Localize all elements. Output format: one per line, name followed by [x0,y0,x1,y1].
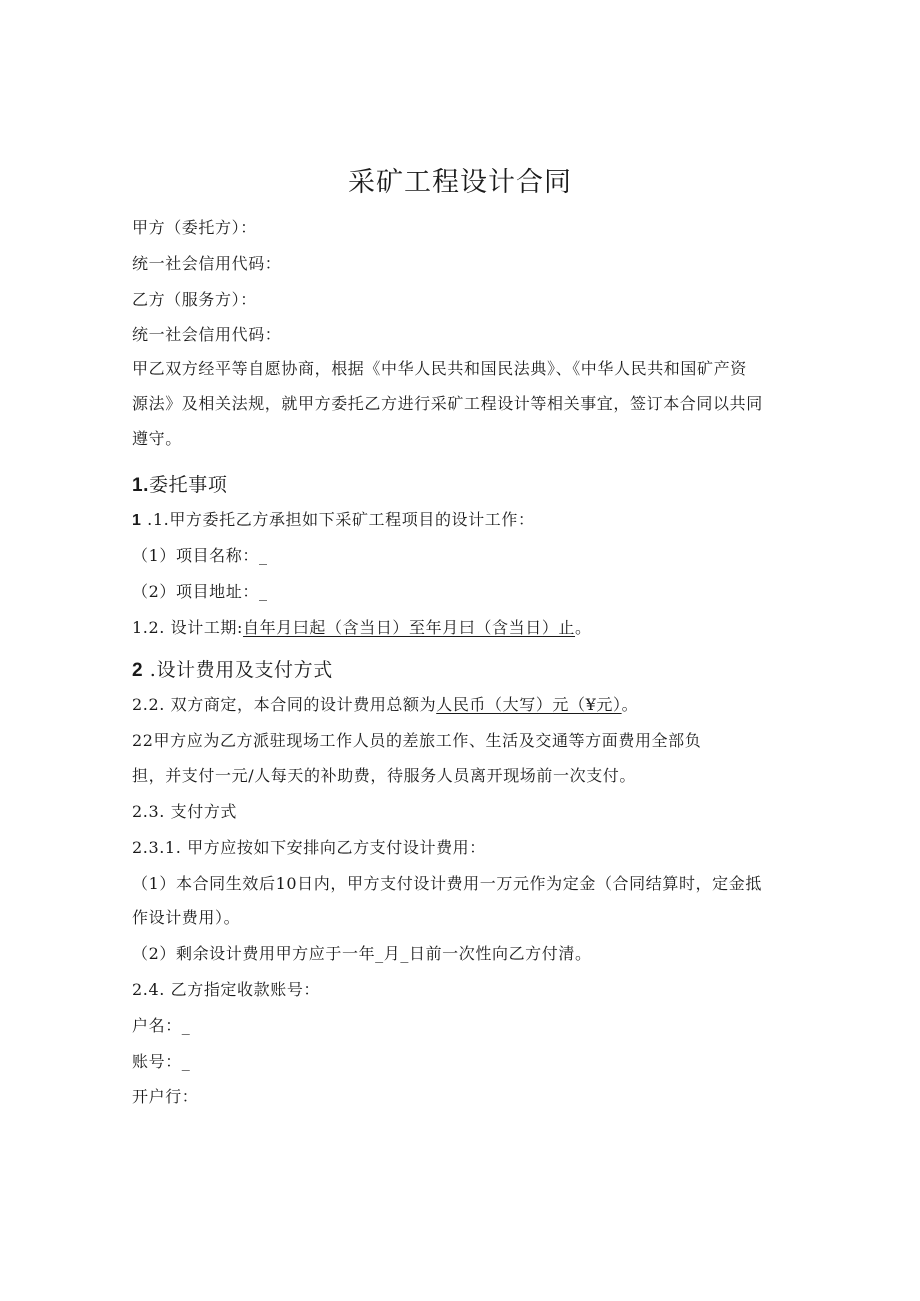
bank-field: 开户行： [132,1087,199,1106]
party-b-label: 乙方（服务方）： [132,290,257,309]
item-22-line-2: 担，并支付一元/人每天的补助费，待服务人员离开现场前一次支付。 [132,766,636,785]
item-1-2-suffix: 。 [575,618,592,637]
section-1-heading [132,471,227,500]
item-1-1-number: 1 [132,512,142,529]
item-1-2 [132,616,592,640]
account-name-field: 户名：_ [132,1016,191,1035]
item-2-3-1: 2.3.1. 甲方应按如下安排向乙方支付设计费用： [132,838,486,857]
payment-1-line-2: 作设计费用）。 [132,908,241,927]
credit-code-a-label: 统一社会信用代码： [132,254,282,273]
section-2-title: .设计费用及支付方式 [143,659,333,681]
preamble-line-2: 源法》及相关法规，就甲方委托乙方进行采矿工程设计等相关事宜，签订本合同以共同 [132,394,763,413]
document-title: 采矿工程设计合同 [348,167,572,198]
account-number-field: 账号：_ [132,1052,191,1071]
section-2-heading [132,656,333,685]
payment-2: （2）剩余设计费用甲方应于一年_月_日前一次性向乙方付清。 [132,944,592,963]
credit-code-b-label: 统一社会信用代码： [132,325,282,344]
item-1-1 [132,508,535,533]
project-name-field: （1）项目名称：_ [132,546,268,565]
item-2-3: 2.3. 支付方式 [132,802,238,821]
item-1-2-prefix: 1.2. 设计工期: [132,618,244,637]
project-address-field: （2）项目地址：_ [132,582,268,601]
item-2-2-amount: 人民币（大写）元（¥元） [436,695,622,714]
section-2-number: 2 [132,660,144,681]
section-1-title: 委托事项 [149,474,228,496]
party-a-label: 甲方（委托方）： [132,218,257,237]
item-2-2 [132,693,638,717]
item-2-2-prefix: 2.2. 双方商定，本合同的设计费用总额为 [132,695,437,714]
item-1-2-duration: 自年月曰起（含当日）至年月曰（含当日）止 [243,618,576,637]
section-1-number: 1. [132,475,150,496]
item-22-line-1: 22甲方应为乙方派驻现场工作人员的差旅工作、生活及交通等方面费用全部负 [132,731,702,750]
item-2-2-suffix: 。 [621,695,639,714]
preamble-line-1: 甲乙双方经平等自愿协商，根据《中华人民共和国民法典》、《中华人民共和国矿产资 [132,359,747,378]
item-1-1-text: .1.甲方委托乙方承担如下采矿工程项目的设计工作： [141,510,535,529]
item-2-4: 2.4. 乙方指定收款账号： [132,980,321,999]
preamble-line-3: 遵守。 [132,429,182,448]
payment-1-line-1: （1）本合同生效后10日内，甲方支付设计费用一万元作为定金（合同结算时，定金抵 [132,874,762,893]
